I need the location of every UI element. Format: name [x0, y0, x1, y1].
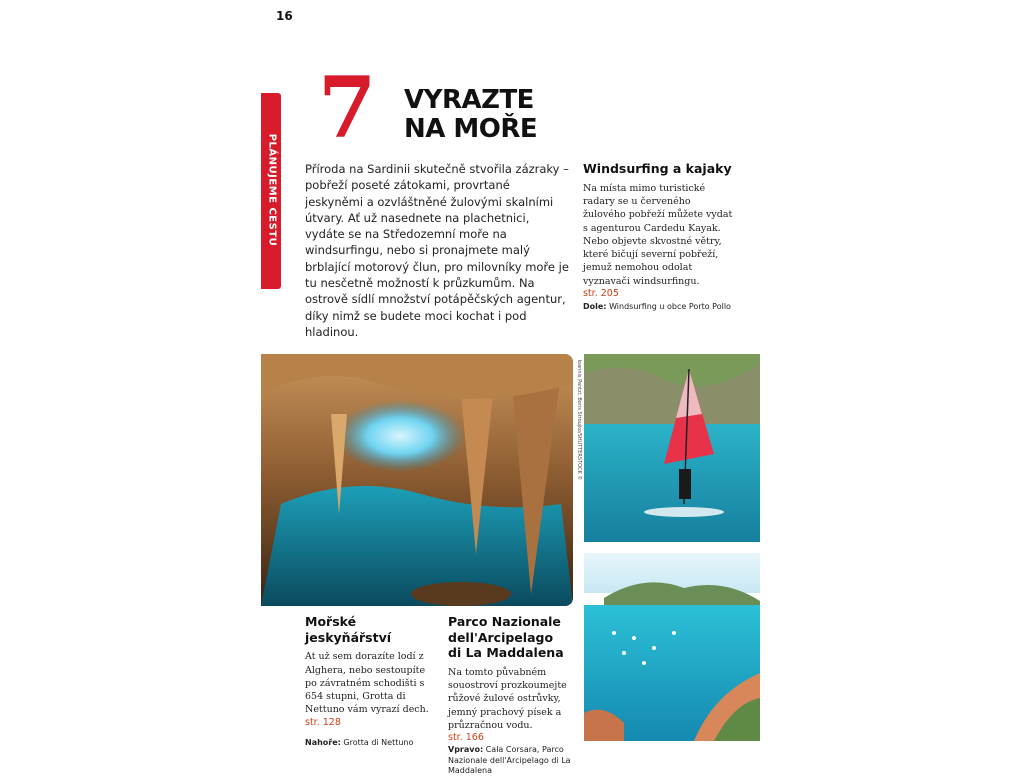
- page-title: [404, 86, 537, 145]
- caption-label: Dole:: [583, 302, 607, 311]
- caption-text: Cala Corsara, Parco Nazionale dell'Arcipelago di La Maddalena: [448, 745, 571, 776]
- caves-section: [305, 614, 437, 748]
- park-heading: [448, 614, 572, 661]
- title-line-1: VYRAZTE: [404, 85, 534, 115]
- page-number: 16: [276, 9, 293, 23]
- bay-photo: [584, 553, 760, 741]
- title-line-2: NA MOŘE: [404, 114, 538, 145]
- caption-label: Nahoře:: [305, 737, 341, 747]
- caves-text: At už sem dorazíte lodí z Alghera, nebo sestoupíte po závratném schodišti s 654 stupni, Grotta di Nettuno vám vyrazí dech.: [305, 651, 429, 716]
- caves-heading-line-2: jeskyňářství: [305, 629, 392, 645]
- park-page-ref[interactable]: str. 166: [448, 732, 484, 744]
- park-heading-line-2: dell'Arcipelago: [448, 629, 554, 645]
- park-text: Na tomto půvabném souostroví prozkoumejte růžové žulové ostrůvky, jemný prachový písek a průzračnou vodu.: [448, 666, 567, 732]
- caption-label: Vpravo:: [448, 745, 484, 755]
- intro-paragraph: Příroda na Sardinii skutečně stvořila zázraky – pobřeží poseté zátokami, provrtané jeskyněmi a ozvláštněné žulovými skalními útvary. Ať už nasednete na plachetnici, vydáte se na Středozemní moře na windsurfingu, nebo si pronajmete malý brblající motorový člun, pro milovníky moře je tu nesčetně možností k průzkumům. Na ostrově sídlí množství potápěčských agentur, díky nimž se budete moci kochat i pod hladinou.: [305, 162, 569, 339]
- caves-caption: [305, 738, 437, 748]
- windsurf-photo: [584, 354, 760, 542]
- caption-text: Windsurfing u obce Porto Pollo: [609, 302, 731, 311]
- windsurf-section: [583, 161, 735, 312]
- chapter-number: 7: [318, 58, 377, 157]
- park-heading-line-1: Parco Nazionale: [448, 614, 561, 629]
- photo-credit: Ioannis Pantzi; Boris Stroujko/SHUTTERSTOCK ©: [576, 359, 582, 481]
- cave-photo: [261, 354, 573, 606]
- section-side-label: PLÁNUJEME CESTU: [266, 133, 278, 247]
- park-section: [448, 614, 572, 777]
- windsurf-text: Na místa mimo turistické radary se u červeného žulového pobřeží můžete vydat s agenturou Cardedu Kayak. Nebo objevte skvostné větry, které bičují severní pobřeží, jemuž nemohou odolat vyznavači windsurfingu.: [583, 182, 733, 287]
- windsurf-caption: [583, 302, 735, 312]
- windsurf-heading: Windsurfing a kajaky: [583, 161, 732, 176]
- caves-heading: [305, 614, 437, 645]
- caption-text: Grotta di Nettuno: [343, 737, 414, 747]
- park-heading-line-3: di La Maddalena: [448, 645, 564, 661]
- park-caption: [448, 745, 572, 776]
- caves-page-ref[interactable]: str. 128: [305, 716, 341, 728]
- windsurf-page-ref[interactable]: str. 205: [583, 288, 619, 299]
- caves-heading-line-1: Mořské: [305, 614, 357, 629]
